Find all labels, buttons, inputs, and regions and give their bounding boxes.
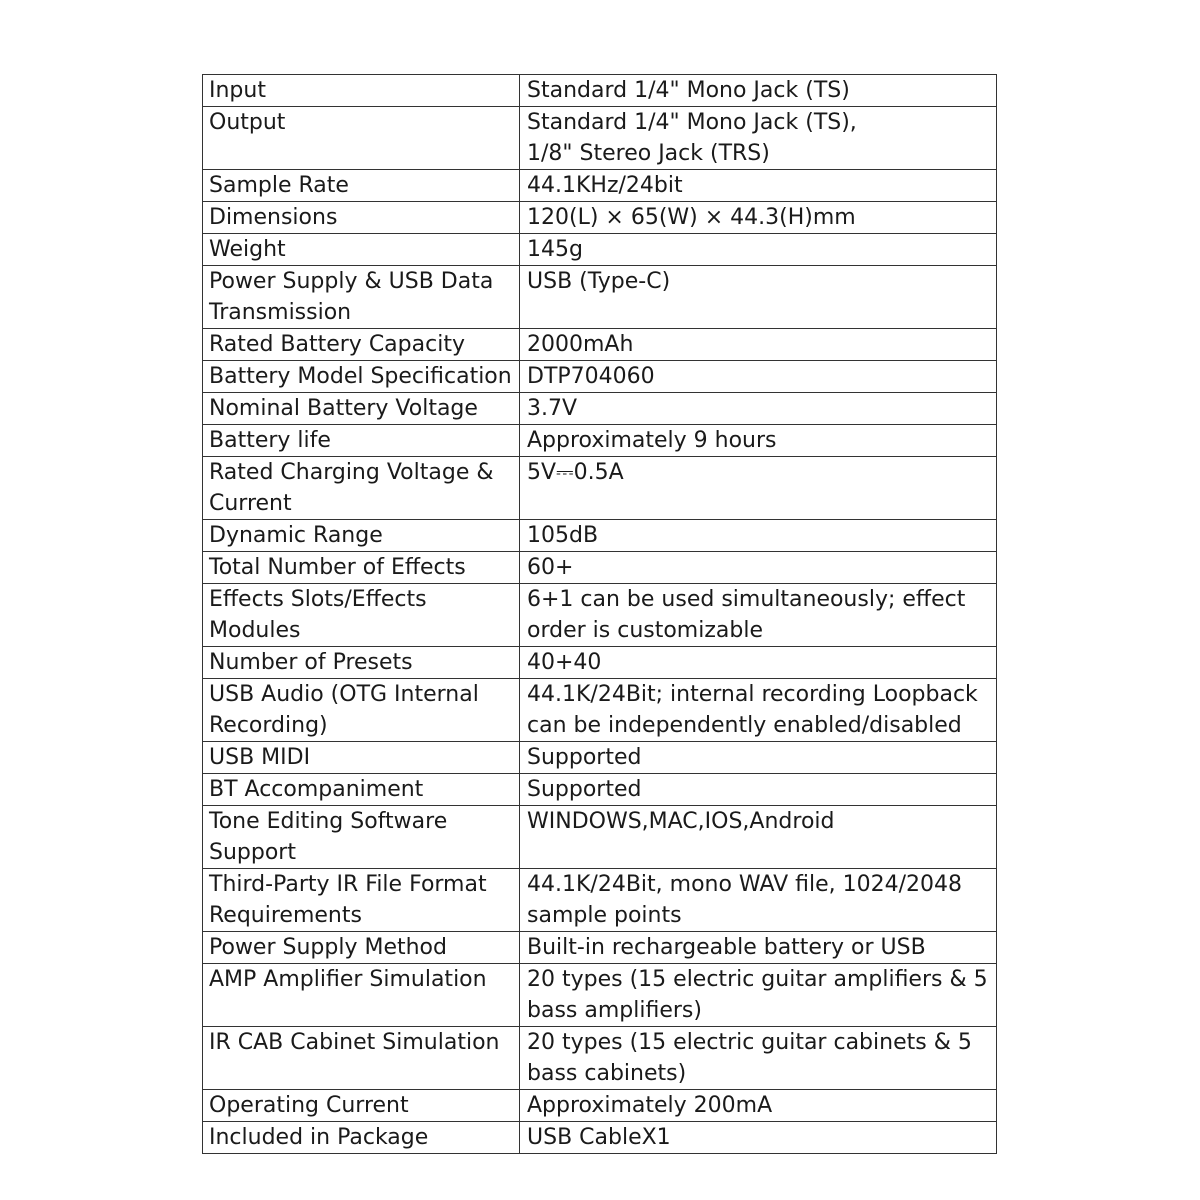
spec-label-usb-midi: USB MIDI [203,742,520,774]
spec-value-tone-software: WINDOWS,MAC,IOS,Android [520,806,997,869]
spec-label-power-usb: Power Supply & USB Data Transmission [203,266,520,329]
spec-value-presets: 40+40 [520,647,997,679]
spec-value-battery-model: DTP704060 [520,361,997,393]
table-row [203,170,997,202]
spec-value-effects-slots: 6+1 can be used simultaneously; effect order is customizable [520,584,997,647]
table-row [203,75,997,107]
spec-value-total-effects: 60+ [520,552,997,584]
table-row [203,647,997,679]
spec-label-dimensions: Dimensions [203,202,520,234]
table-row [203,425,997,457]
spec-label-tone-software: Tone Editing Software Support [203,806,520,869]
table-row [203,679,997,742]
table-row [203,329,997,361]
spec-value-weight: 145g [520,234,997,266]
spec-label-usb-audio: USB Audio (OTG Internal Recording) [203,679,520,742]
spec-value-charging: 5V⎓0.5A [520,457,997,520]
table-row [203,393,997,425]
spec-label-weight: Weight [203,234,520,266]
spec-label-battery-capacity: Rated Battery Capacity [203,329,520,361]
table-row [203,107,997,170]
spec-value-battery-life: Approximately 9 hours [520,425,997,457]
table-row [203,1090,997,1122]
spec-value-dimensions: 120(L) × 65(W) × 44.3(H)mm [520,202,997,234]
spec-label-battery-model: Battery Model Specification [203,361,520,393]
table-row [203,202,997,234]
spec-value-battery-voltage: 3.7V [520,393,997,425]
spec-value-dynamic-range: 105dB [520,520,997,552]
spec-value-output: Standard 1/4" Mono Jack (TS), 1/8" Stereo Jack (TRS) [520,107,997,170]
spec-label-total-effects: Total Number of Effects [203,552,520,584]
spec-label-battery-life: Battery life [203,425,520,457]
spec-label-sample-rate: Sample Rate [203,170,520,202]
spec-value-operating-current: Approximately 200mA [520,1090,997,1122]
table-row [203,266,997,329]
spec-value-battery-capacity: 2000mAh [520,329,997,361]
spec-value-ir-format: 44.1K/24Bit, mono WAV file, 1024/2048 sample points [520,869,997,932]
table-row [203,1027,997,1090]
table-row [203,806,997,869]
spec-value-cab-sim: 20 types (15 electric guitar cabinets & 5 bass cabinets) [520,1027,997,1090]
spec-label-presets: Number of Presets [203,647,520,679]
spec-label-input: Input [203,75,520,107]
spec-label-ir-format: Third-Party IR File Format Requirements [203,869,520,932]
table-row [203,584,997,647]
table-row [203,552,997,584]
spec-value-usb-audio: 44.1K/24Bit; internal recording Loopback can be independently enabled/disabled [520,679,997,742]
table-row [203,774,997,806]
table-row [203,361,997,393]
spec-value-usb-midi: Supported [520,742,997,774]
spec-label-package: Included in Package [203,1122,520,1154]
spec-value-amp-sim: 20 types (15 electric guitar amplifiers & 5 bass amplifiers) [520,964,997,1027]
spec-label-effects-slots: Effects Slots/Effects Modules [203,584,520,647]
table-row [203,742,997,774]
spec-value-input: Standard 1/4" Mono Jack (TS) [520,75,997,107]
spec-label-power-method: Power Supply Method [203,932,520,964]
table-row [203,234,997,266]
table-row [203,964,997,1027]
spec-label-dynamic-range: Dynamic Range [203,520,520,552]
spec-table [202,74,997,1154]
spec-label-operating-current: Operating Current [203,1090,520,1122]
spec-label-cab-sim: IR CAB Cabinet Simulation [203,1027,520,1090]
spec-label-battery-voltage: Nominal Battery Voltage [203,393,520,425]
table-row [203,932,997,964]
spec-value-sample-rate: 44.1KHz/24bit [520,170,997,202]
spec-value-power-method: Built-in rechargeable battery or USB [520,932,997,964]
table-row [203,520,997,552]
table-row [203,1122,997,1154]
spec-label-amp-sim: AMP Amplifier Simulation [203,964,520,1027]
table-row [203,869,997,932]
spec-value-package: USB CableX1 [520,1122,997,1154]
spec-value-bt: Supported [520,774,997,806]
spec-label-output: Output [203,107,520,170]
spec-value-power-usb: USB (Type-C) [520,266,997,329]
spec-label-charging: Rated Charging Voltage & Current [203,457,520,520]
table-row [203,457,997,520]
spec-label-bt: BT Accompaniment [203,774,520,806]
